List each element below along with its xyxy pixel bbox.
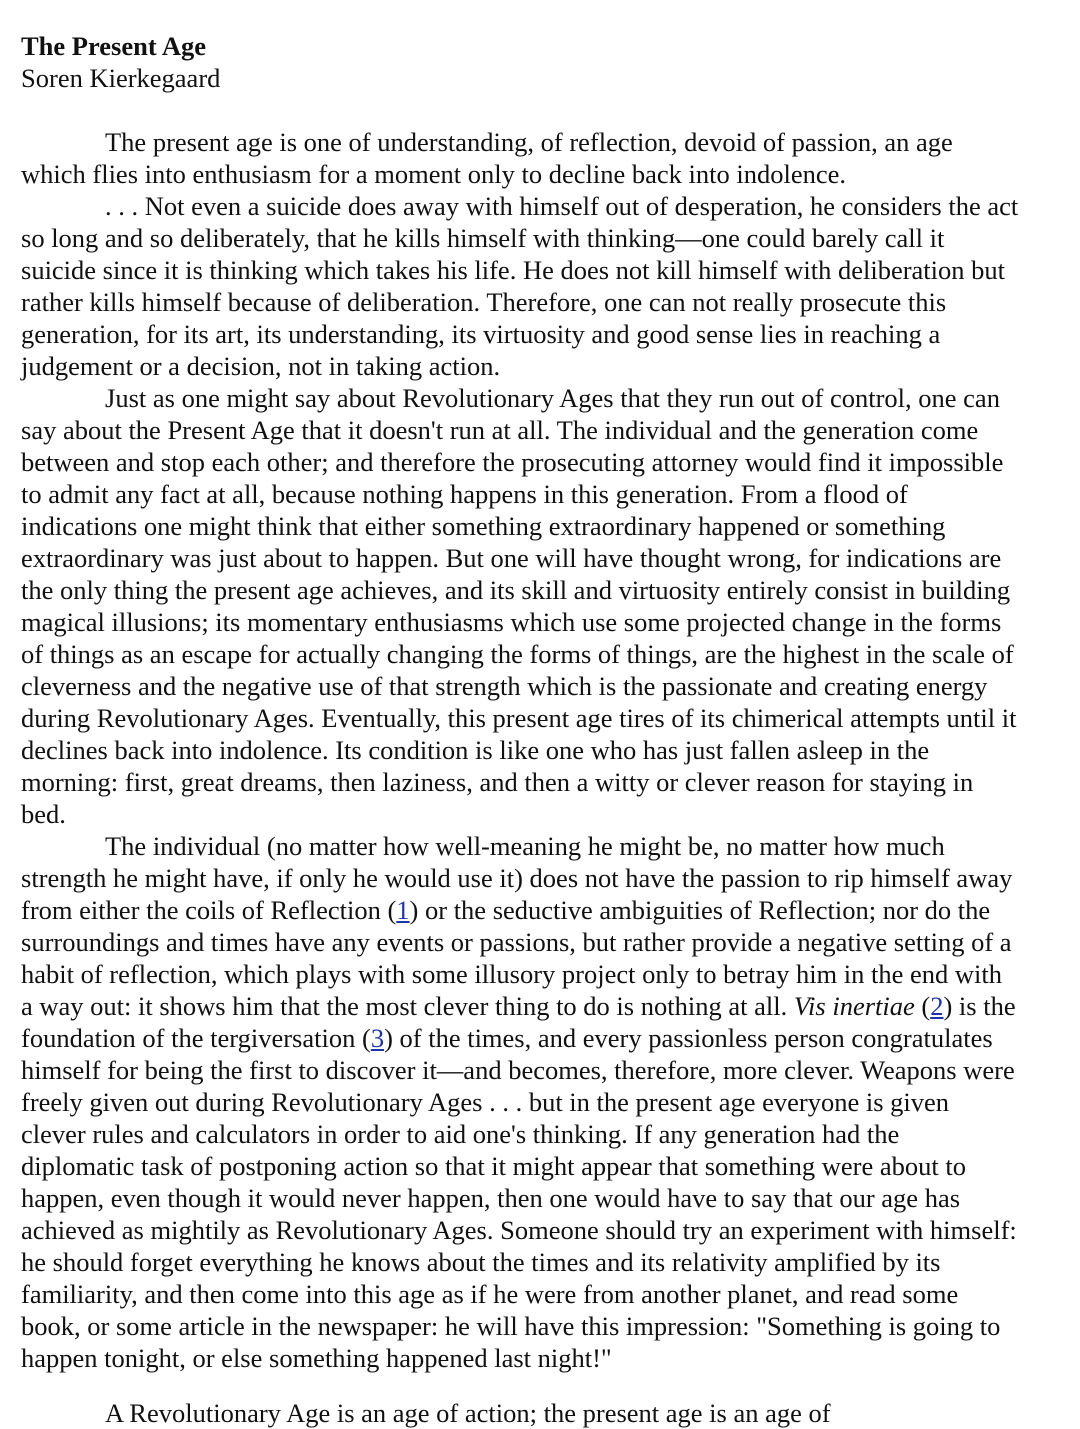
paragraph-4-text: ( <box>914 991 931 1021</box>
footnote-link-3[interactable]: 3 <box>370 1023 385 1053</box>
cut-off-next-line <box>21 1397 1019 1428</box>
paragraph-3: Just as one might say about Revolutionary Ages that they run out of control, one can say about the Present Age that it doesn't run at all. The individual and the generation come between and stop each other; and therefore the prosecuting attorney would find it impossible to admit any fact at all, because nothing happens in this generation. From a flood of indications one might think that either something extraordinary happened or something extraordinary was just about to happen. But one will have thought wrong, for indications are the only thing the present age achieves, and its skill and virtuosity entirely consist in building magical illusions; its momentary enthusiasms which use some projected change in the forms of things as an escape for actually changing the forms of things, are the highest in the scale of cleverness and the negative use of that strength which is the passionate and creating energy during Revolutionary Ages. Eventually, this present age tires of its chimerical attempts until it declines back into indolence. Its condition is like one who has just fallen asleep in the morning: first, great dreams, then laziness, and then a witty or clever reason for staying in bed. <box>21 383 1017 829</box>
footnote-link-2[interactable]: 2 <box>930 991 944 1021</box>
document-title: The Present Age <box>21 31 206 61</box>
paragraph-4 <box>21 830 1019 1374</box>
paragraph-4-text: ) or the seductive ambiguities of Reflection; nor do the surroundings and times have any events or passions, but rather provide a negative setting of a habit of reflection, which plays with some illusory project only to betray him in the end with a way out: it shows him that the most clever thing to do is nothing at all. <box>21 895 1012 1021</box>
document-page <box>21 30 1019 1374</box>
paragraph-4-text: The individual (no matter how well-meaning he might be, no matter how much strength he might have, if only he would use it) does not have the passion to rip himself away from either the coils of Reflection ( <box>21 831 1013 925</box>
paragraph-4-text: ) of the times, and every passionless person congratulates himself for being the first to discover it—and becomes, therefore, more clever. Weapons were freely given out during Revolutionary Ages . . . but in the present age everyone is given clever rules and calculators in order to aid one's thinking. If any generation had the diplomatic task of postponing action so that it might appear that something were about to happen, even though it would never happen, then one would have to say that our age has achieved as mightily as Revolutionary Ages. Someone should try an experiment with himself: he should forget everything he knows about the times and its relativity amplified by its familiarity, and then come into this age as if he were from another planet, and read some book, or some article in the newspaper: he will have this impression: "Something is going to happen tonight, or else something happened last night!" <box>21 1023 1017 1373</box>
paragraph-1: The present age is one of understanding, of reflection, devoid of passion, an age which flies into enthusiasm for a moment only to decline back into indolence. <box>21 127 953 189</box>
document-author: Soren Kierkegaard <box>21 63 221 93</box>
paragraph-2: . . . Not even a suicide does away with himself out of desperation, he considers the act so long and so deliberately, that he kills himself with thinking—one could barely call it suicide since it is thinking which takes his life. He does not kill himself with deliberation but rather kills himself because of deliberation. Therefore, one can not really prosecute this generation, for its art, its understanding, its virtuosity and good sense lies in reaching a judgement or a decision, not in taking action. <box>21 191 1019 381</box>
italic-term: Vis inertiae <box>793 991 915 1021</box>
cut-off-text: A Revolutionary Age is an age of action; the present age is an age of <box>105 1398 831 1428</box>
footnote-link-1[interactable]: 1 <box>396 895 410 925</box>
paragraph-4-text: ) is the foundation of the tergiversation ( <box>21 991 1016 1053</box>
